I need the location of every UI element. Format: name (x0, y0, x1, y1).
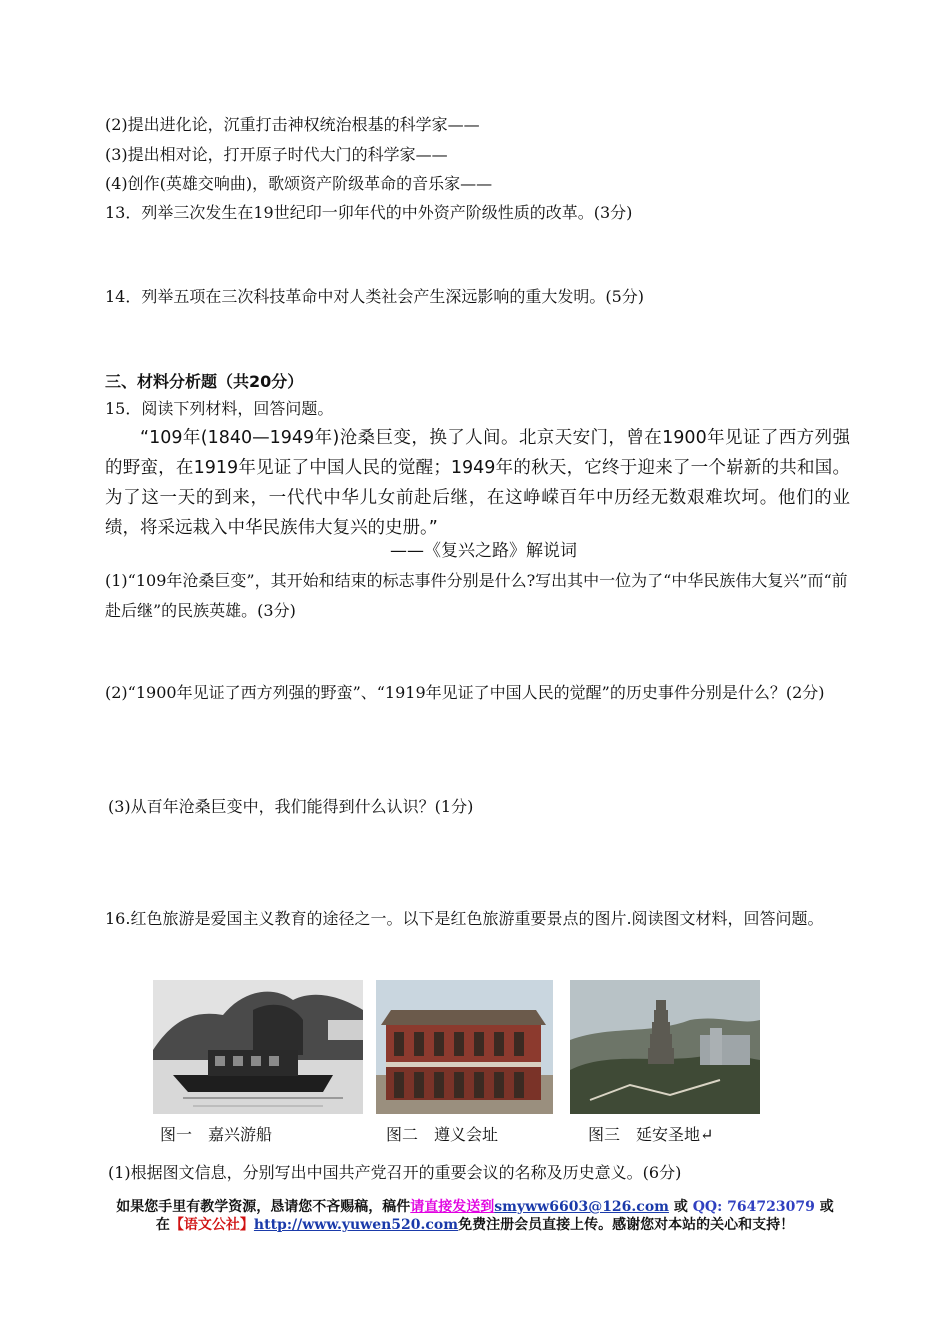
figure-3-caption: 图三 延安圣地↵ (588, 1125, 714, 1144)
question-16-1: (1)根据图文信息，分别写出中国共产党召开的重要会议的名称及历史意义。(6分) (108, 1163, 682, 1182)
section-3-heading: 三、材料分析题（共20分） (105, 372, 304, 391)
footer-text: 如果您手里有教学资源，恳请您不吝赐稿，稿件 (116, 1199, 411, 1215)
figure-2-caption: 图二 遵义会址 (386, 1125, 499, 1144)
material-quote: “109年(1840—1949年)沧桑巨变，换了人间。北京天安门，曾在1900年见证了西方列强的野蛮，在1919年见证了中国人民的觉醒；1949年的秋天，它终于迎来了一个崭新的共和国。为了这一天的到来，一代代中华儿女前赴后继，在这峥嵘百年中历经无数艰难坎坷。他们的业绩，将采远栽入中华民族伟大复兴的史册。” (105, 428, 850, 538)
qq-contact: QQ: 764723079 (692, 1199, 815, 1215)
figure-zunyi-site (376, 980, 553, 1114)
figure-1-caption: 图一 嘉兴游船 (160, 1125, 273, 1144)
question-15-intro: 15．阅读下列材料，回答问题。 (105, 399, 334, 418)
question-14: 14．列举五项在三次科技革命中对人类社会产生深远影响的重大发明。(5分) (105, 287, 645, 306)
question-13: 13．列举三次发生在19世纪印一卯年代的中外资产阶级性质的改革。(3分) (105, 203, 633, 222)
figure-yanan-pagoda (570, 980, 760, 1114)
footer-line-2 (0, 1216, 950, 1234)
email-link[interactable]: smyww6603@126.com (494, 1199, 669, 1215)
footer-line-1 (0, 1198, 950, 1216)
send-link[interactable]: 请直接发送到 (410, 1199, 495, 1215)
site-url-link[interactable]: http://www.yuwen520.com (253, 1217, 459, 1233)
question-15-1: (1)“109年沧桑巨变”，其开始和结束的标志事件分别是什么?写出其中一位为了“中华民族伟大复兴”而“前赴后继”的民族英雄。(3分) (105, 571, 848, 620)
site-name: 【语文公社】 (169, 1217, 254, 1233)
footer-or: 或 (673, 1199, 688, 1215)
quote-source: ——《复兴之路》解说词 (390, 541, 577, 561)
q12-item-3: (3)提出相对论，打开原子时代大门的科学家—— (105, 145, 448, 164)
question-16-intro: 16.红色旅游是爱国主义教育的途径之一。以下是红色旅游重要景点的图片.阅读图文材料，回答问题。 (105, 909, 824, 928)
q12-item-2: (2)提出进化论，沉重打击神权统治根基的科学家—— (105, 115, 480, 134)
figure-jiaxing-boat (153, 980, 363, 1114)
footer-prefix: 在 (155, 1217, 170, 1233)
footer-suffix: 免费注册会员直接上传。感谢您对本站的关心和支持！ (458, 1217, 795, 1233)
q12-item-4: (4)创作(英雄交响曲)，歌颂资产阶级革命的音乐家—— (105, 174, 493, 193)
question-15-3: (3)从百年沧桑巨变中，我们能得到什么认识？(1分) (108, 797, 474, 816)
footer-or-2: 或 (819, 1199, 834, 1215)
question-15-2: (2)“1900年见证了西方列强的野蛮”、“1919年见证了中国人民的觉醒”的历史事件分别是什么？(2分) (105, 683, 825, 702)
